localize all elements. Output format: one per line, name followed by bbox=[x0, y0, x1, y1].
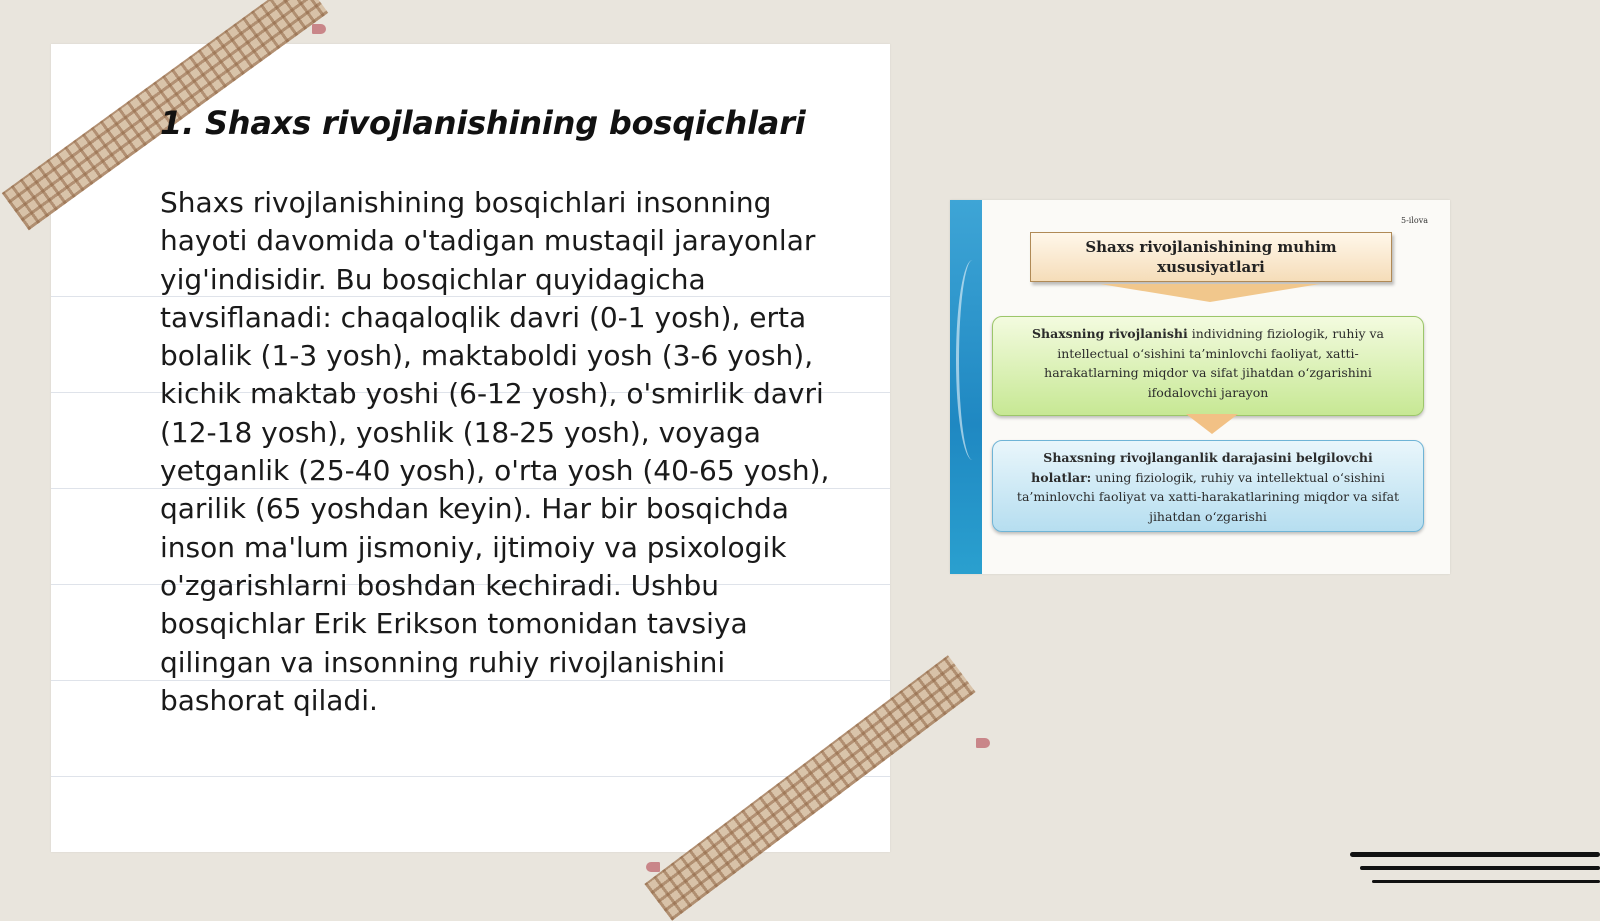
diagram-header: Shaxs rivojlanishining muhim xususiyatlari bbox=[1030, 232, 1392, 282]
scribble-line bbox=[1360, 866, 1600, 870]
diagram-box-definition bbox=[992, 316, 1424, 416]
pin-marker-top bbox=[312, 24, 326, 34]
scribble-line bbox=[1372, 880, 1600, 883]
arrow-down-icon bbox=[1186, 414, 1238, 434]
paper-rule-line bbox=[51, 776, 890, 777]
diagram-box-states-text: uning fiziologik, ruhiy va intellektual o‘sishini ta’minlovchi faoliyat va xatti-harakatlarining miqdor va sifat jihatdan o‘zgarishi bbox=[1016, 469, 1400, 524]
diagram-box-states bbox=[992, 440, 1424, 532]
scribble-line bbox=[1350, 852, 1600, 857]
diagram-box-definition-bold: Shaxsning rivojlanishi bbox=[1031, 326, 1188, 341]
diagram-image bbox=[950, 200, 1450, 574]
diagram-page-label: 5-ilova bbox=[1400, 216, 1428, 225]
diagram-box-definition-text: individning fiziologik, ruhiy va intellectual o‘sishini ta’minlovchi faoliyat, xatti-harakatlarning miqdor va sifat jihatdan o‘zgarishini ifodalovchi jarayon bbox=[1044, 326, 1385, 400]
pin-marker-bottom bbox=[976, 738, 990, 748]
diagram-side-stripe bbox=[950, 200, 982, 574]
slide-title: 1. Shaxs rivojlanishining bosqichlari bbox=[160, 104, 806, 142]
slide-body-text: Shaxs rivojlanishining bosqichlari insonning hayoti davomida o'tadigan mustaqil jarayonlar yig'indisidir. Bu bosqichlar quyidagicha tavsiflanadi: chaqaloqlik davri (0-1 yosh), erta bolalik (1-3 yosh), maktaboldi yosh (3-6 yosh), kichik maktab yoshi (6-12 yosh), o'smirlik davri (12-18 yosh), yoshlik (18-25 yosh), voyaga yetganlik (25-40 yosh), o'rta yosh (40-65 yosh), qarilik (65 yoshdan keyin). Har bir bosqichda inson ma'lum jismoniy, ijtimoiy va psixologik o'zgarishlarni boshdan kechiradi. Ushbu bosqichlar Erik Erikson tomonidan tavsiya qilingan va insonning ruhiy rivojlanishini bashorat qiladi. bbox=[160, 186, 830, 717]
arrow-down-icon bbox=[1100, 284, 1320, 302]
pin-marker-bottom-left bbox=[646, 862, 660, 872]
diagram-box-states-bold: Shaxsning rivojlanganlik darajasini belgilovchi holatlar: bbox=[1031, 450, 1373, 485]
